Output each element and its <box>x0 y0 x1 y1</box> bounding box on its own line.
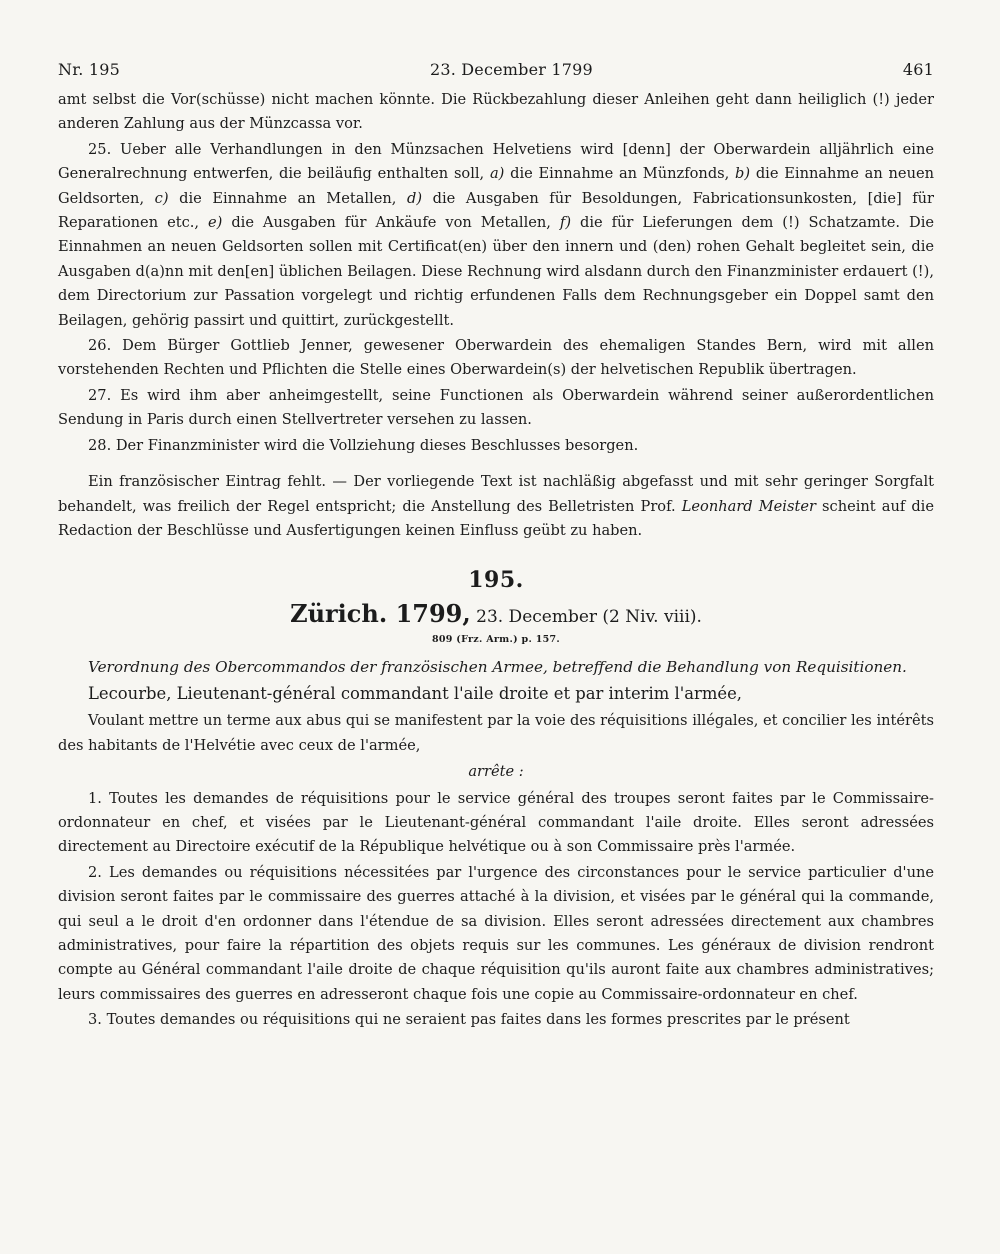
paragraph-28: 28. Der Finanzminister wird die Vollziehung dieses Beschlusses besorgen. <box>88 436 639 454</box>
paragraph-27: 27. Es wird ihm aber anheimgestellt, seine Functionen als Oberwardein während seiner außerordentlichen Sendung in Paris durch einen Stellvertreter versehen zu lassen. <box>58 386 934 429</box>
editorial-note <box>58 470 934 543</box>
p25-text-3: die Einnahme an neuen Geldsorten, <box>58 165 935 207</box>
header-number: Nr. 195 <box>58 60 121 79</box>
dateline-place: Zürich. 1799, <box>290 599 471 629</box>
p25-text-6: die Ausgaben für Ankäufe von Metallen, <box>222 214 560 232</box>
p25-text-2: die Einnahme an Münzfonds, <box>504 165 736 183</box>
article-2: 2. Les demandes ou réquisitions nécessitées par l'urgence des circonstances pour le service particulier d'une division seront faites par le commissaire des guerres attaché à la division, et visées par le général qui la commande, qui seul a le droit d'en ordonner dans l'étendue de sa division. Elles seront adressées directement aux chambres administratives, pour faire la répartition des objets requis sur les communes. Les généraux de division rendront compte au Général commandant l'aile droite de chaque réquisition qu'ils auront faite aux chambres administratives; leurs commissaires des guerres en adresseront chaque fois une copie au Commissaire-ordonnateur en chef. <box>58 863 934 1003</box>
document-page <box>58 60 934 1240</box>
page-header <box>58 60 934 88</box>
document-title: Verordnung des Obercommandos der französischen Armee, betreffend die Behandlung von Requisitionen. <box>88 658 907 677</box>
paragraph-25 <box>58 138 934 333</box>
dateline <box>58 599 934 632</box>
article-1: 1. Toutes les demandes de réquisitions pour le service général des troupes seront faites par le Commissaire-ordonnateur en chef, et visées par le Lieutenant-général commandant l'aile droite. Elles seront adressées directement au Directoire exécutif de la République helvétique ou à son Commissaire près l'armée. <box>58 789 934 856</box>
note-person-name: Leonhard Meister <box>681 497 816 515</box>
p25-text-5: die Ausgaben für Besoldungen, Fabricationsunkosten, [die] für Reparationen etc., <box>58 189 935 232</box>
p25-text-4: die Einnahme an Metallen, <box>168 189 408 207</box>
document-body <box>58 655 934 1032</box>
p25-item-e: e) <box>208 214 223 232</box>
header-date: 23. December 1799 <box>429 60 593 79</box>
document-number: 195. <box>468 567 524 594</box>
note-text-1: Ein französischer Eintrag fehlt. — Der vorliegende Text ist nachläßig abgefasst und mit sehr geringer Sorgfalt behandelt, was freilich der Regel entspricht; die Anstellung des Belletristen Prof. <box>58 473 934 515</box>
page-number: 461 <box>902 60 934 79</box>
preamble: Voulant mettre un terme aux abus qui se manifestent par la voie des réquisitions illégales, et concilier les intérêts des habitants de l'Helvétie avec ceux de l'armée, <box>58 712 934 754</box>
p25-item-c: c) <box>154 189 169 207</box>
body-text <box>58 88 934 543</box>
arrete-heading: arrête : <box>468 763 524 781</box>
p25-item-d: d) <box>407 189 423 207</box>
p25-text-1: 25. Ueber alle Verhandlungen in den Münzsachen Helvetiens wird [denn] der Oberwardein alljährlich eine Generalrechnung entwerfen, die beiläufig enthalten soll, <box>58 140 934 183</box>
p25-text-7: die für Lieferungen dem (!) Schatzamte. Die Einnahmen an neuen Geldsorten sollen mit Certificat(en) über den innern und (den) rohen Gehalt begleitet sein, die Ausgaben d(a)nn mit den[en] üblichen Beilagen. Diese Rechnung wird alsdann durch den Finanzminister erdauert (!), dem Directorium zur Passation vorgelegt und richtig erfundenen Falls dem Rechnungsgeber ein Doppel samt den Beilagen, gehörig passirt und quittirt, zurückgestellt. <box>58 214 935 329</box>
paragraph-26: 26. Dem Bürger Gottlieb Jenner, gewesener Oberwardein des ehemaligen Standes Bern, wird mit allen vorstehenden Rechten und Pflichten die Stelle eines Oberwardein(s) der helvetischen Republik übertragen. <box>58 337 934 379</box>
paragraph-continuation: amt selbst die Vor(schüsse) nicht machen könnte. Die Rückbezahlung dieser Anleihen geht dann heiliglich (!) jeder anderen Zahlung aus der Münzcassa vor. <box>58 91 934 133</box>
source-reference: 809 (Frz. Arm.) p. 157. <box>431 634 561 646</box>
p25-item-f: f) <box>559 214 572 232</box>
p25-item-b: b) <box>735 165 751 183</box>
document-author: Lecourbe, Lieutenant-général commandant l'aile droite et par interim l'armée, <box>88 684 742 704</box>
article-3: 3. Toutes demandes ou réquisitions qui ne seraient pas faites dans les formes prescrites par le présent <box>88 1011 850 1029</box>
p25-item-a: a) <box>489 165 505 183</box>
note-text-2: scheint auf die Redaction der Beschlüsse und Ausfertigungen keinen Einfluss geübt zu haben. <box>58 497 934 539</box>
dateline-date: 23. December (2 Niv. viii). <box>470 607 702 628</box>
